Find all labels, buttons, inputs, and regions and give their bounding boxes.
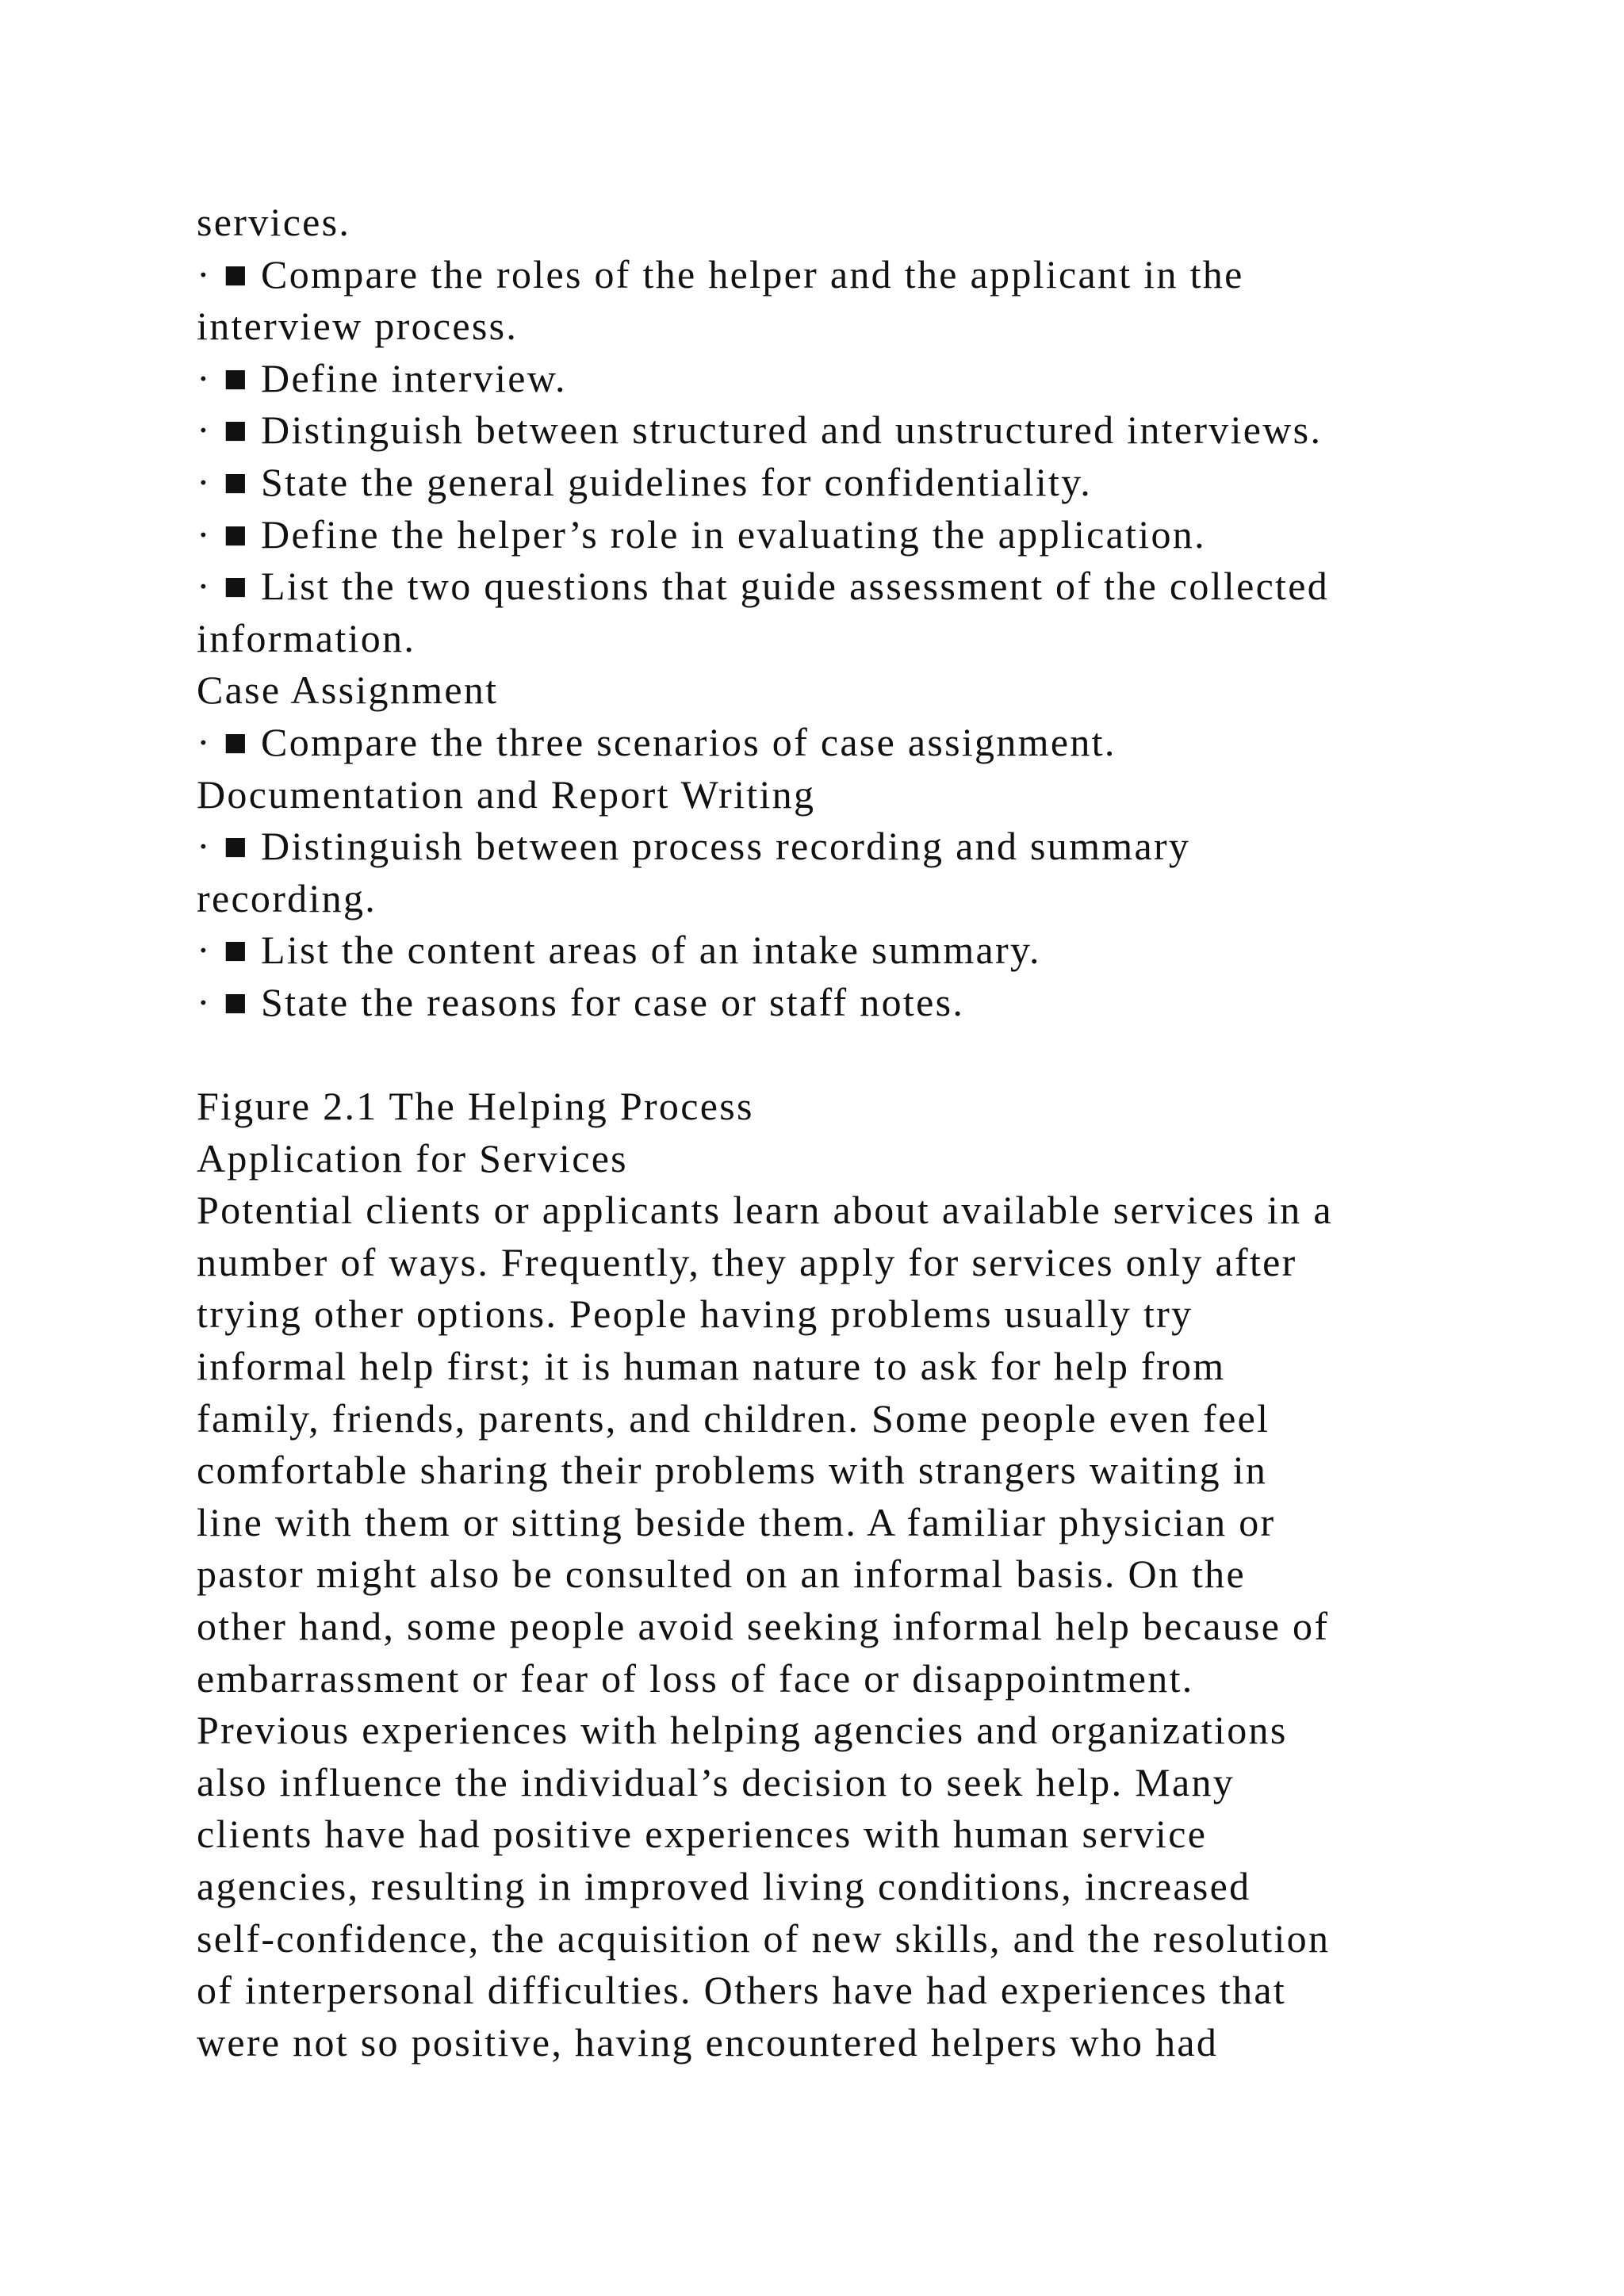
paragraph-line: line with them or sitting beside them. A familiar physician or	[197, 1499, 1276, 1544]
figure-caption: Figure 2.1 The Helping Process	[197, 1084, 754, 1129]
paragraph-line: agencies, resulting in improved living conditions, increased	[197, 1864, 1251, 1908]
paragraph-line: of interpersonal difficulties. Others have had experiences that	[197, 1968, 1287, 2013]
paragraph-line: were not so positive, having encountered helpers who had	[197, 2019, 1219, 2064]
paragraph-line: other hand, some people avoid seeking informal help because of	[197, 1604, 1330, 1649]
objective-line: services.	[197, 200, 351, 244]
paragraph-line: self-confidence, the acquisition of new skills, and the resolution	[197, 1915, 1331, 1961]
objective-line: interview process.	[197, 304, 519, 349]
blank-line	[197, 1029, 1529, 1081]
case-assignment-heading: Case Assignment	[197, 668, 499, 713]
objective-line: · ■ List the two questions that guide assessment of the collected	[197, 564, 1330, 609]
objective-line: · ■ State the reasons for case or staff notes.	[197, 979, 965, 1024]
objective-line: · ■ List the content areas of an intake summary.	[197, 928, 1041, 973]
paragraph-line: Potential clients or applicants learn about available services in a	[197, 1188, 1333, 1233]
paragraph-line: informal help first; it is human nature to ask for help from	[197, 1344, 1226, 1389]
section-heading: Application for Services	[197, 1135, 628, 1181]
objective-line: · ■ Define interview.	[197, 355, 567, 400]
objective-line: information.	[197, 615, 416, 660]
objective-line: · ■ Define the helper’s role in evaluating the application.	[197, 511, 1206, 557]
objective-line: · ■ Compare the three scenarios of case assignment.	[197, 719, 1116, 764]
paragraph-line: embarrassment or fear of loss of face or disappointment.	[197, 1655, 1194, 1701]
objective-line: · ■ Distinguish between structured and unstructured interviews.	[197, 408, 1323, 453]
paragraph-line: trying other options. People having problems usually try	[197, 1292, 1193, 1337]
paragraph-line: pastor might also be consulted on an informal basis. On the	[197, 1552, 1246, 1597]
paragraph-line: Previous experiences with helping agencies and organizations	[197, 1708, 1288, 1753]
objective-line: · ■ Compare the roles of the helper and the applicant in the	[197, 251, 1244, 297]
documentation-heading: Documentation and Report Writing	[197, 771, 816, 817]
paragraph-line: also influence the individual’s decision to seek help. Many	[197, 1759, 1235, 1804]
document-text	[197, 197, 1529, 2068]
objective-line: recording.	[197, 875, 377, 920]
objective-line: · ■ State the general guidelines for confidentiality.	[197, 459, 1093, 504]
paragraph-line: comfortable sharing their problems with strangers waiting in	[197, 1448, 1268, 1493]
objective-line: · ■ Distinguish between process recording and summary	[197, 824, 1191, 869]
paragraph-line: clients have had positive experiences with human service	[197, 1812, 1208, 1857]
paragraph-line: number of ways. Frequently, they apply for services only after	[197, 1239, 1297, 1284]
paragraph-line: family, friends, parents, and children. Some people even feel	[197, 1395, 1270, 1441]
